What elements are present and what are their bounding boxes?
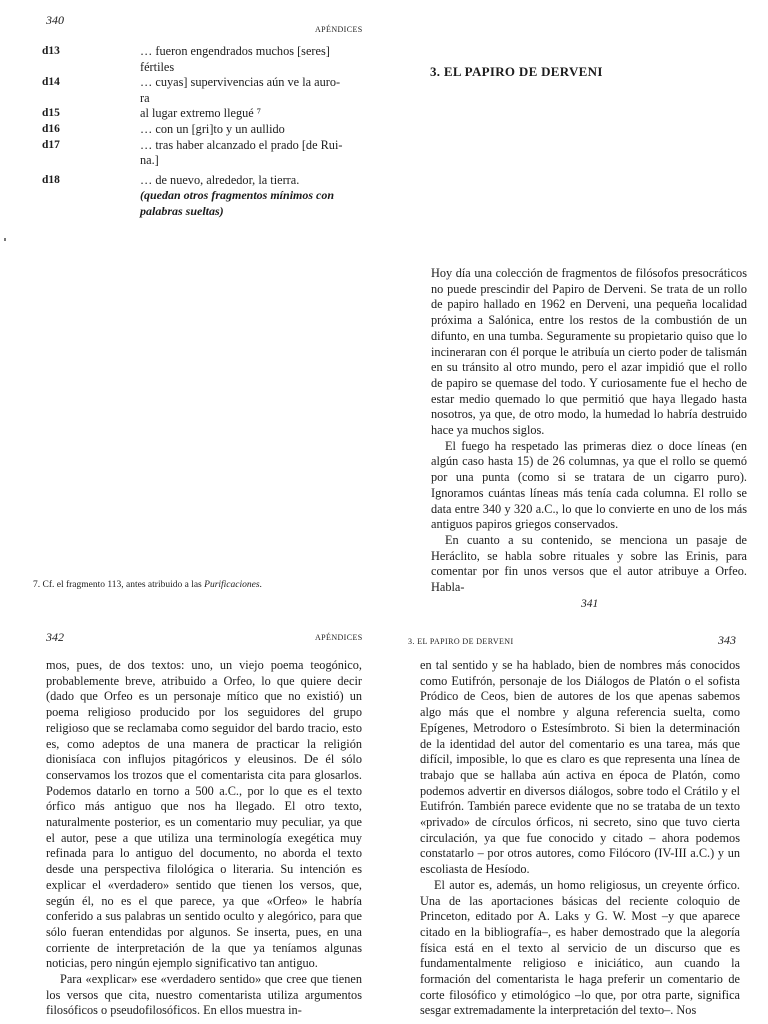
paragraph: Hoy día una colección de fragmentos de filósofos presocráticos no puede prescindir del Papiro de Derveni. Se trata de un rollo de papiro hallado en 1962 en Derveni, una pequeña localidad próxima a Salónica, entre los restos de la combustión de un difunto, en una tumba. Seguramente su propietario quiso que lo incineraran con él porque le atribuía un cierto poder de talismán en su tránsito al otro mundo, pero el azar impidió que el rollo de papiro se quemase del todo. Y curiosamente fue el hecho de estar medio quemado lo que permitió que haya llegado hasta nosotros, ya que, de otro modo, la humedad lo habría destruido hace ya muchos siglos. xyxy=(431,266,747,438)
paragraph: Para «explicar» ese «verdadero sentido» que cree que tienen los versos que cita, nuestro comentarista utiliza argumentos filosóficos o pseudofilosóficos. En ellos muestra in- xyxy=(46,972,362,1018)
running-head: 3. EL PAPIRO DE DERVENI xyxy=(408,637,514,646)
fragment-line: ra xyxy=(140,90,150,105)
fragment-line: … fueron engendrados muchos [seres] xyxy=(140,44,330,58)
paragraph: mos, pues, de dos textos: uno, un viejo poema teogónico, probablemente breve, atribuido a Orfeo, lo que quiere decir (dado que Orfeo es un personaje mítico que no existió) un poema religioso producido por los seguidores del grupo religioso que se reclamaba como seguidor del bardo tracio, esto es, como adeptos de una manera de practicar la religión dionisíaca con influjos pitagóricos y eleusinos. De él sólo conservamos los trozos que el comentarista cita para glosarlos. Podemos datarlo en torno a 500 a.C., por lo que es el texto órfico más antiguo que nos ha llegado. El otro texto, naturalmente posterior, es un comentario muy peculiar, ya que el autor, pese a que utiliza una terminología exegética muy refinada para lo antiguo del documento, no aborda el texto desde una perspectiva filológica o literaria. Su intención es explicar el «verdadero» sentido que tienen los versos, que, según él, no es el que parece, ya que «Orfeo» le habría conferido a sus palabras un sentido oculto y alegórico, para que sólo fueran entendidas por algunos. Se inserta, pues, en una corriente de interpretación de la que ya teníamos algunas noticias, pero ningún ejemplo significativo tan antiguo. xyxy=(46,658,362,971)
running-head: APÉNDICES xyxy=(315,25,363,34)
paragraph: El autor es, además, un homo religiosus, un creyente órfico. Una de las aportaciones básicas del reciente coloquio de Princeton, editado por A. Laks y G. W. Most –y que aparece citado en la bibliografía–, es haber demostrado que la alegoría física está en el texto al servicio de un discurso que es fundamentalmente religioso e iniciático, aun cuando la formación del comentarista le haga preferir un comentario de corte filosófico y etimológico –lo que, por otra parte, significa sesgar extremadamente la interpretación del texto–. Nos xyxy=(420,877,740,1018)
section-title: 3. EL PAPIRO DE DERVENI xyxy=(430,64,603,79)
fragment-line: fértiles xyxy=(140,59,175,74)
fragment-label: d14 xyxy=(42,76,60,89)
fragment-line: … de nuevo, alrededor, la tierra. xyxy=(140,172,300,187)
fragment-d15 xyxy=(0,106,384,122)
page-number: 340 xyxy=(46,13,64,27)
fragment-label: d13 xyxy=(42,45,60,57)
fragment-note xyxy=(140,188,362,219)
fragment-line: al lugar extremo llegué ⁷ xyxy=(140,106,262,121)
footnote-end: . xyxy=(259,580,262,590)
paragraph: El fuego ha respetado las primeras diez o doce líneas (en algún caso hasta 15) de 26 columnas, ya que el rollo se quemó por una punta (como si se tratara de un cigarro puro). Ignoramos cuántas líneas más tenía cada columna. El rollo se data entre 340 y 320 a.C., lo que lo convierte en uno de los más antiguos papiros griegos conservados. xyxy=(431,438,747,532)
fragment-line: … tras haber alcanzado el prado [de Rui- xyxy=(140,137,343,152)
page-number: 342 xyxy=(46,630,64,644)
note-line: (quedan otros fragmentos mínimos con xyxy=(140,188,335,203)
body-text xyxy=(46,658,362,1019)
fragment-label: d15 xyxy=(42,107,60,120)
fragment-label: d18 xyxy=(42,173,60,186)
footnote xyxy=(33,580,262,590)
fragment-d14 xyxy=(0,75,384,106)
fragment-line: … cuyas] supervivencias aún ve la auro- xyxy=(140,75,341,90)
fragment-list xyxy=(0,44,384,220)
body-text xyxy=(420,658,740,1019)
fragment-label: d16 xyxy=(42,122,60,135)
page-343 xyxy=(384,620,768,1024)
paragraph: en tal sentido y se ha hablado, bien de nombres más conocidos como Eutifrón, personaje de los Diálogos de Platón o el sofista Pródico de Ceos, bien de autores de los que apenas sabemos algo más que el nombre y alguna referencia suelta, como Epígenes, Metrodoro o Estesímbroto. Si bien la determinación de la identidad del autor del comentario es una tarea, más que difícil, imposible, lo que es claro es que representa una línea de trabajo que se hallaba aún activa en época de Platón, como podemos advertir en diversos diálogos, sobre todo el Crátilo y el Eutifrón. También parece evidente que no se trataba de un texto «privado» de círculos órficos, ni secreto, sino que tuvo cierta circulación, ya que fue conocido y citado – ahora podemos constatarlo – por otros autores, como Filócoro (IV-III a.C.) y un escoliasta de Hesíodo. xyxy=(420,658,740,877)
body-text xyxy=(431,266,747,596)
fragment-d16 xyxy=(0,122,384,138)
margin-mark xyxy=(4,238,6,241)
page-number: 343 xyxy=(718,633,736,647)
fragment-label: d17 xyxy=(42,138,60,151)
note-line: palabras sueltas) xyxy=(140,203,224,218)
paragraph: En cuanto a su contenido, se menciona un pasaje de Heráclito, se habla sobre rituales y sobre las Erinis, para comentar por fin unos versos que el autor atribuye a Orfeo. Habla- xyxy=(431,532,747,595)
fragment-d18 xyxy=(0,173,384,189)
running-head: APÉNDICES xyxy=(315,633,363,642)
fragment-line: na.] xyxy=(140,153,159,168)
page-number: 341 xyxy=(581,598,599,610)
fragment-line: … con un [gri]to y un aullido xyxy=(140,121,285,136)
footnote-italic: Purificaciones xyxy=(204,580,260,590)
page-340 xyxy=(0,0,384,620)
page-342 xyxy=(0,620,384,1024)
fragment-d17 xyxy=(0,138,384,169)
page-341 xyxy=(384,0,768,620)
fragment-d13 xyxy=(0,44,384,75)
footnote-text: 7. Cf. el fragmento 113, antes atribuido a las xyxy=(33,580,205,590)
